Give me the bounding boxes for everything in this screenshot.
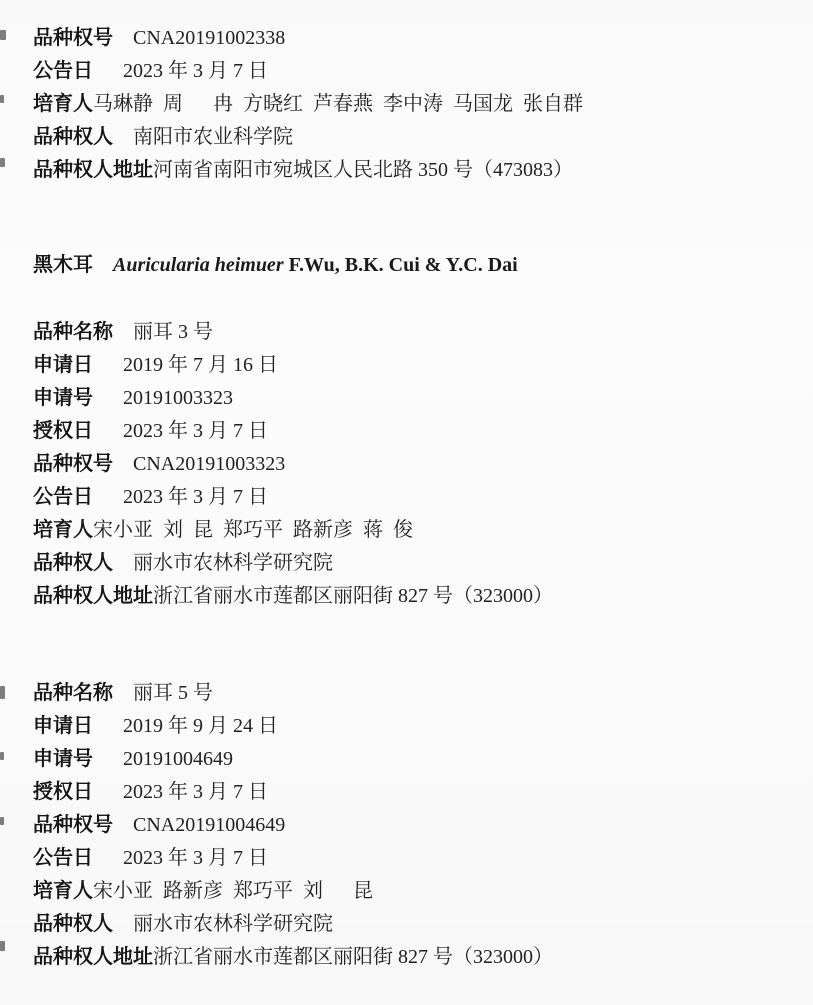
field-label: 品种权人 bbox=[33, 913, 113, 935]
field-row bbox=[33, 349, 773, 382]
field-row bbox=[33, 776, 773, 809]
label-value-separator bbox=[93, 748, 123, 770]
field-label: 申请日 bbox=[33, 354, 93, 376]
field-row bbox=[33, 710, 773, 743]
label-value-separator bbox=[93, 847, 123, 869]
field-label: 品种权号 bbox=[33, 814, 113, 836]
field-value: 丽耳 3 号 bbox=[133, 321, 213, 343]
species-latin-name: Auricularia heimuer bbox=[113, 254, 284, 276]
field-value: CNA20191004649 bbox=[133, 814, 286, 836]
field-label: 品种名称 bbox=[33, 682, 113, 704]
field-value: 20191003323 bbox=[123, 387, 233, 409]
field-label: 品种权人 bbox=[33, 126, 113, 148]
label-value-separator bbox=[93, 486, 123, 508]
field-label: 公告日 bbox=[33, 847, 93, 869]
field-label: 品种权人地址 bbox=[33, 585, 153, 607]
field-label: 培育人 bbox=[33, 93, 93, 115]
label-value-separator bbox=[113, 453, 133, 475]
field-value: 丽水市农林科学研究院 bbox=[133, 913, 333, 935]
species-heading-separator bbox=[93, 254, 113, 276]
field-label: 品种权号 bbox=[33, 453, 113, 475]
field-value: CNA20191003323 bbox=[133, 453, 286, 475]
field-row bbox=[33, 743, 773, 776]
label-value-separator bbox=[113, 552, 133, 574]
field-row bbox=[33, 842, 773, 875]
scan-artifact bbox=[0, 941, 5, 951]
field-row bbox=[33, 875, 773, 908]
field-row bbox=[33, 55, 773, 88]
label-value-separator bbox=[93, 420, 123, 442]
field-value: 2019 年 9 月 24 日 bbox=[123, 715, 278, 737]
field-value: 浙江省丽水市莲都区丽阳街 827 号（323000） bbox=[153, 585, 553, 607]
field-row bbox=[33, 809, 773, 842]
field-row bbox=[33, 415, 773, 448]
field-row bbox=[33, 88, 773, 121]
field-row bbox=[33, 514, 773, 547]
field-value: 宋小亚 刘 昆 郑巧平 路新彦 蒋 俊 bbox=[93, 519, 413, 541]
field-value: 马琳静 周 冉 方晓红 芦春燕 李中涛 马国龙 张自群 bbox=[93, 93, 583, 115]
field-label: 申请号 bbox=[33, 748, 93, 770]
label-value-separator bbox=[113, 682, 133, 704]
variety-record-2 bbox=[33, 316, 773, 613]
label-value-separator bbox=[113, 126, 133, 148]
field-value: 2019 年 7 月 16 日 bbox=[123, 354, 278, 376]
label-value-separator bbox=[113, 27, 133, 49]
field-value: 2023 年 3 月 7 日 bbox=[123, 847, 268, 869]
field-label: 品种权人地址 bbox=[33, 159, 153, 181]
field-row bbox=[33, 154, 773, 187]
field-value: 河南省南阳市宛城区人民北路 350 号（473083） bbox=[153, 159, 573, 181]
scan-artifact bbox=[0, 752, 4, 760]
field-label: 品种权人地址 bbox=[33, 946, 153, 968]
scan-artifact bbox=[0, 686, 5, 699]
scan-artifact bbox=[0, 30, 6, 40]
field-label: 授权日 bbox=[33, 781, 93, 803]
field-row bbox=[33, 448, 773, 481]
field-label: 培育人 bbox=[33, 519, 93, 541]
field-value: 2023 年 3 月 7 日 bbox=[123, 781, 268, 803]
field-row bbox=[33, 941, 773, 974]
field-label: 品种权人 bbox=[33, 552, 113, 574]
label-value-separator bbox=[93, 715, 123, 737]
label-value-separator bbox=[113, 913, 133, 935]
label-value-separator bbox=[93, 60, 123, 82]
field-row bbox=[33, 547, 773, 580]
species-heading bbox=[33, 249, 773, 282]
species-authority: F.Wu, B.K. Cui & Y.C. Dai bbox=[288, 254, 518, 276]
field-label: 公告日 bbox=[33, 60, 93, 82]
field-label: 授权日 bbox=[33, 420, 93, 442]
field-row bbox=[33, 908, 773, 941]
scan-artifact bbox=[0, 158, 5, 167]
label-value-separator bbox=[113, 321, 133, 343]
field-value: 20191004649 bbox=[123, 748, 233, 770]
field-value: 宋小亚 路新彦 郑巧平 刘 昆 bbox=[93, 880, 373, 902]
field-label: 申请号 bbox=[33, 387, 93, 409]
field-value: CNA20191002338 bbox=[133, 27, 286, 49]
label-value-separator bbox=[113, 814, 133, 836]
field-label: 品种权号 bbox=[33, 27, 113, 49]
variety-record-1 bbox=[33, 22, 773, 187]
scan-artifact bbox=[0, 95, 4, 103]
field-row bbox=[33, 121, 773, 154]
field-value: 2023 年 3 月 7 日 bbox=[123, 420, 268, 442]
field-row bbox=[33, 382, 773, 415]
scan-artifact bbox=[0, 817, 4, 825]
variety-record-3 bbox=[33, 677, 773, 974]
field-label: 培育人 bbox=[33, 880, 93, 902]
label-value-separator bbox=[93, 781, 123, 803]
label-value-separator bbox=[93, 354, 123, 376]
field-row bbox=[33, 677, 773, 710]
field-value: 2023 年 3 月 7 日 bbox=[123, 486, 268, 508]
field-label: 申请日 bbox=[33, 715, 93, 737]
field-label: 公告日 bbox=[33, 486, 93, 508]
species-chinese-name: 黑木耳 bbox=[33, 254, 93, 276]
field-label: 品种名称 bbox=[33, 321, 113, 343]
field-value: 南阳市农业科学院 bbox=[133, 126, 293, 148]
field-value: 2023 年 3 月 7 日 bbox=[123, 60, 268, 82]
field-value: 浙江省丽水市莲都区丽阳街 827 号（323000） bbox=[153, 946, 553, 968]
field-value: 丽耳 5 号 bbox=[133, 682, 213, 704]
field-row bbox=[33, 580, 773, 613]
label-value-separator bbox=[93, 387, 123, 409]
field-row bbox=[33, 22, 773, 55]
field-value: 丽水市农林科学研究院 bbox=[133, 552, 333, 574]
field-row bbox=[33, 481, 773, 514]
field-row bbox=[33, 316, 773, 349]
